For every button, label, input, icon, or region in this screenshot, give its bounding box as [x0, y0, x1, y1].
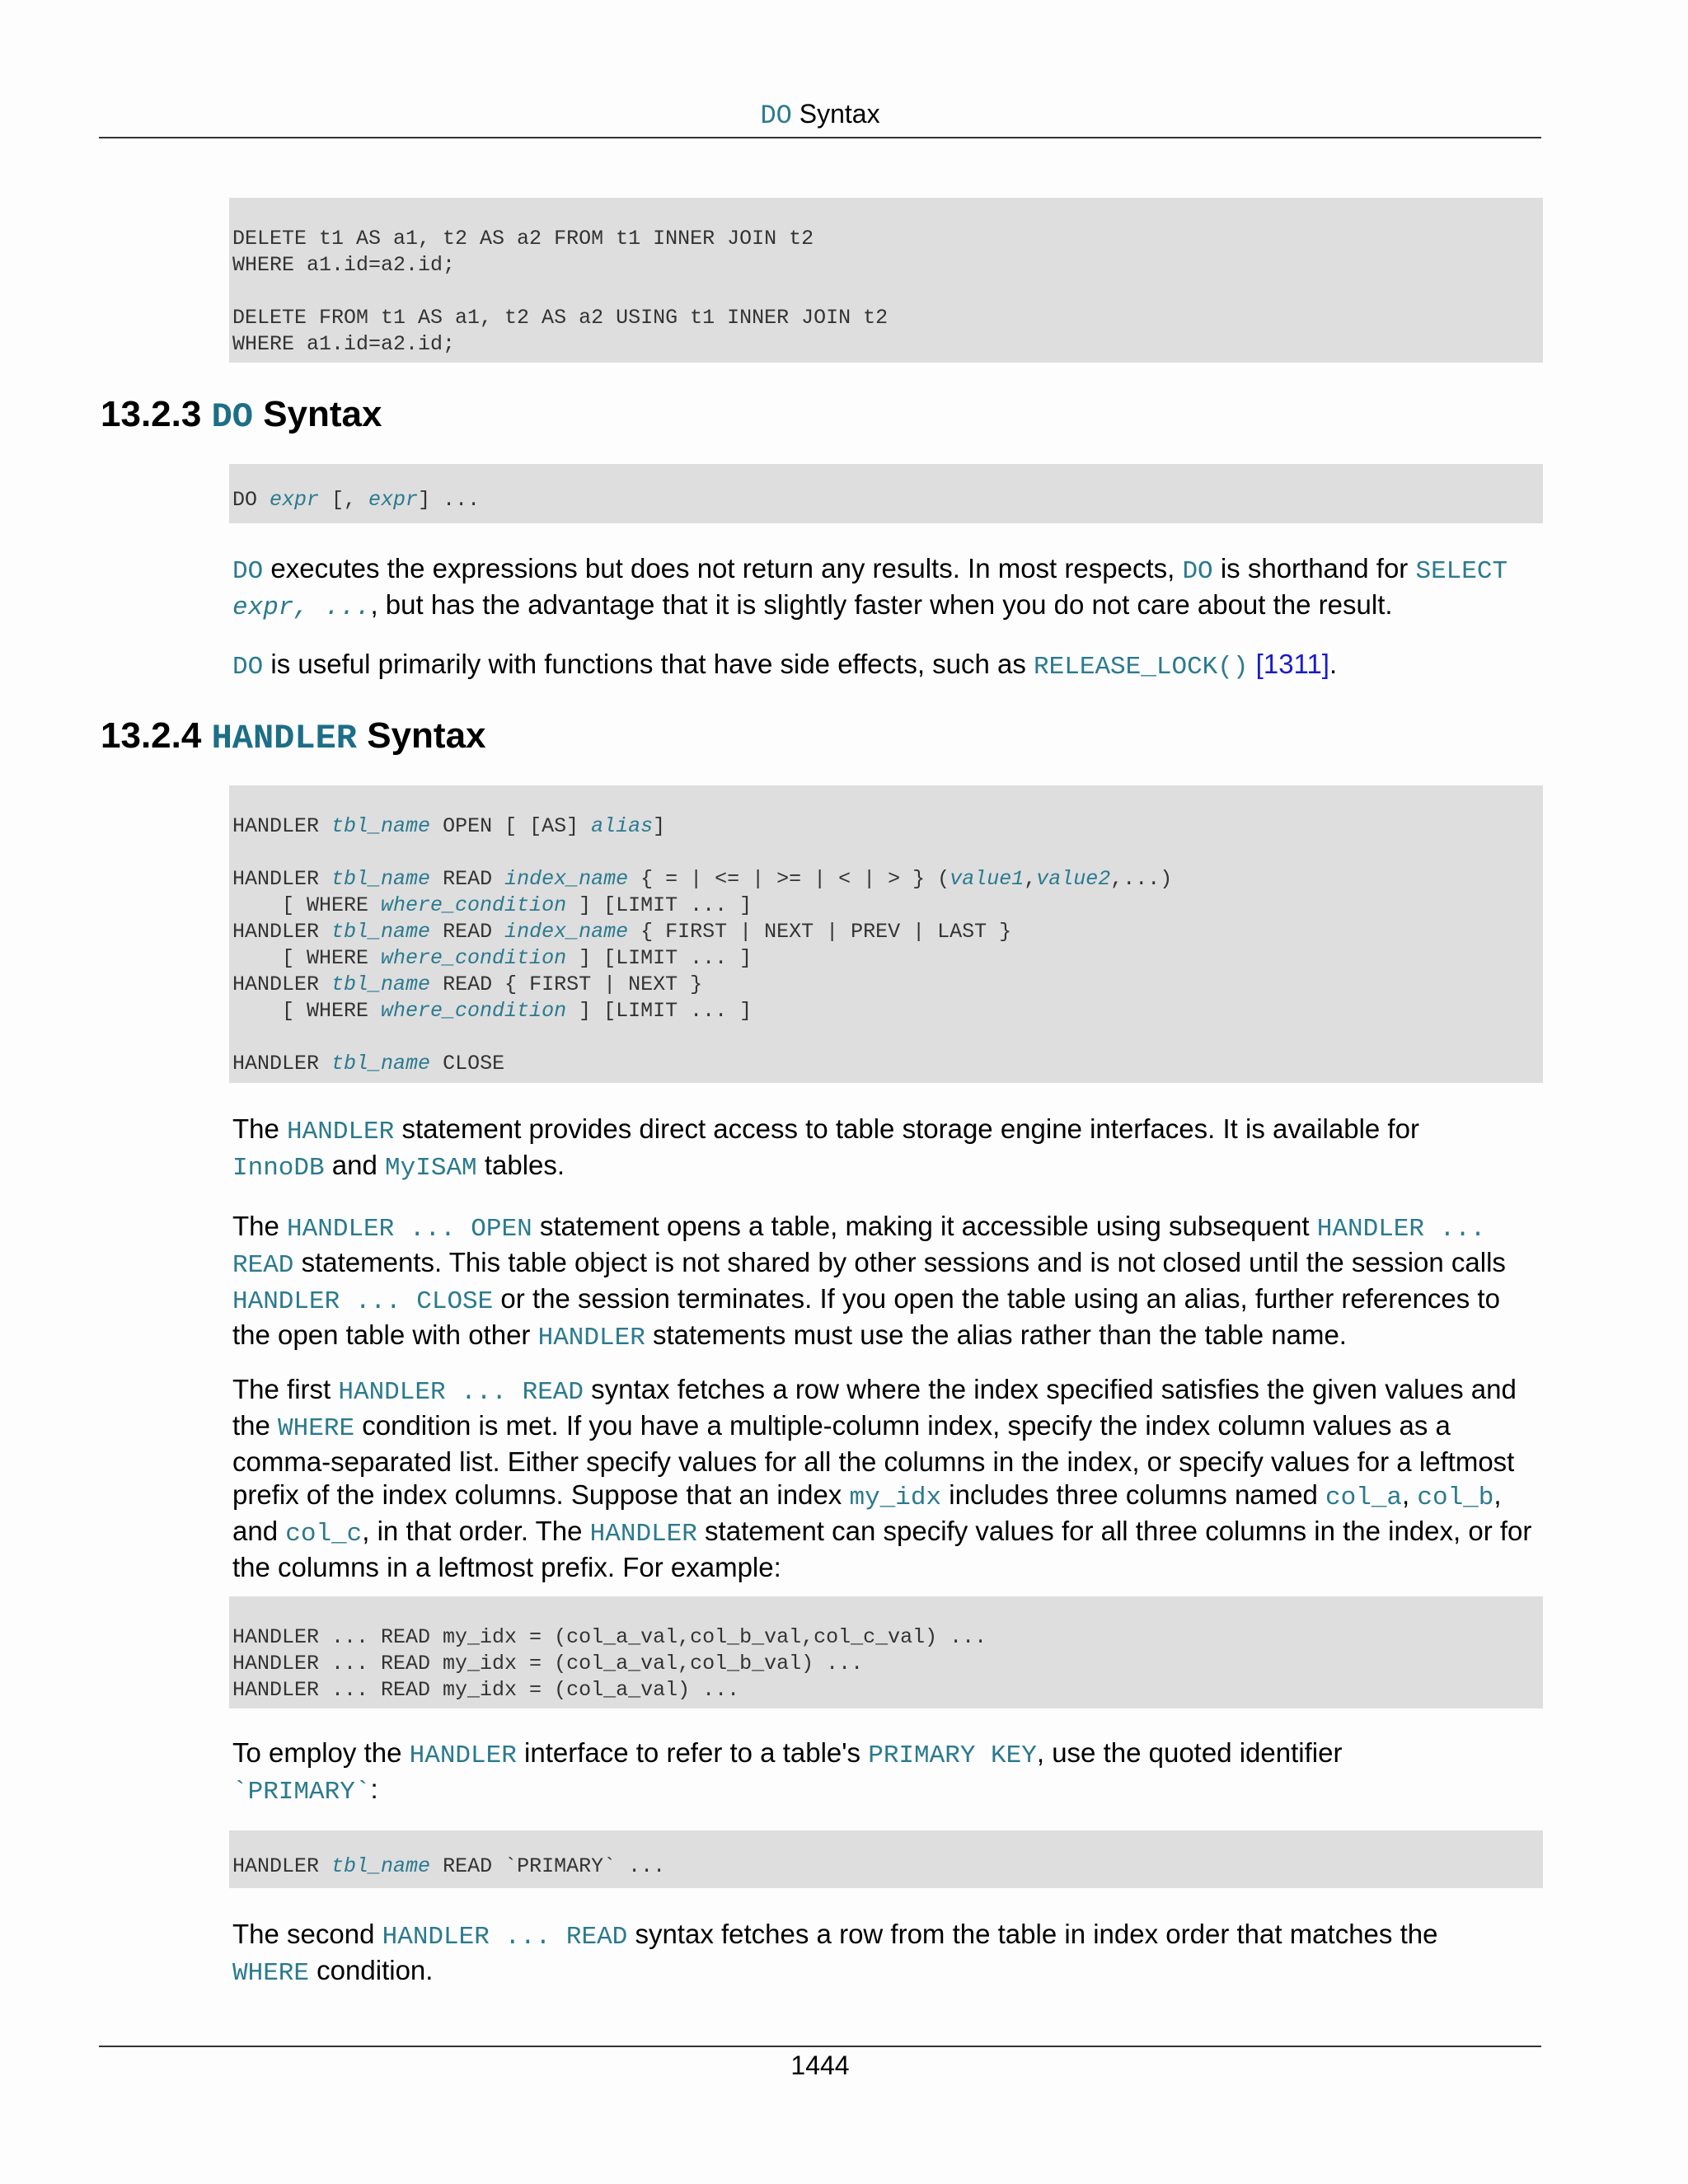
- header-text: Syntax: [791, 99, 880, 129]
- section-code: HANDLER: [211, 719, 357, 758]
- header-rule: [99, 137, 1541, 138]
- page-number: 1444: [790, 2050, 850, 2080]
- paragraph-handler-5: The second HANDLER ... READ syntax fetches a row from the table in index order that matches the WHERE condition.: [232, 1919, 1438, 1988]
- running-header: [99, 97, 1541, 133]
- section-heading-do: [101, 391, 382, 440]
- code-do-syntax: DO expr [, expr] ...: [232, 488, 481, 512]
- paragraph-do-2: DO is useful primarily with functions that have side effects, such as RELEASE_LOCK() [1311].: [232, 649, 1338, 682]
- paragraph-handler-3: The first HANDLER ... READ syntax fetches a row where the index specified satisfies the given values and the WHERE condition is met. If you have a multiple-column index, specify the index column values as a comma-separated list. Either specify values for all the columns in the index, or specify values for a leftmost prefix of the index columns. Suppose that an index my_idx includes three columns named col_a, col_b, and col_c, in that order. The HANDLER statement can specify values for all three columns in the index, or for the columns in a leftmost prefix. For example:: [232, 1374, 1532, 1582]
- section-title: Syntax: [252, 394, 382, 434]
- paragraph-handler-4: To employ the HANDLER interface to refer to a table's PRIMARY KEY, use the quoted identifier `PRIMARY`:: [232, 1737, 1343, 1807]
- section-number: 13.2.4: [101, 715, 212, 756]
- header-code: DO: [760, 101, 792, 131]
- section-number: 13.2.3: [101, 394, 212, 434]
- code-block-read-examples: [229, 1596, 1543, 1708]
- section-code: DO: [211, 397, 253, 437]
- paragraph-do-1: DO executes the expressions but does not return any results. In most respects, DO is shorthand for SELECT expr, ..., but has the advantage that it is slightly faster when you do not care about the result.: [232, 553, 1508, 622]
- section-heading-handler: [101, 713, 486, 762]
- code-block-handler-syntax: [229, 785, 1543, 1083]
- code-block-primary: [229, 1830, 1543, 1888]
- code-block-delete: [229, 198, 1543, 363]
- code-handler-syntax: HANDLER tbl_name OPEN [ [AS] alias] HANDLER tbl_name READ index_name { = | <= | >= | < | > } (value1,value2,...) [ WHERE where_condition ] [LIMIT ... ] HANDLER tbl_name READ index_name { FIRST | NEXT | PREV | LAST } [ WHERE where_condition ] [LIMIT ... ] HANDLER tbl_name READ { FIRST | NEXT } [ WHERE where_condition ] [LIMIT ... ] HANDLER tbl_name CLOSE: [232, 814, 1173, 1076]
- paragraph-handler-2: The HANDLER ... OPEN statement opens a table, making it accessible using subsequent HANDLER ... READ statements. This table object is not shared by other sessions and is not closed until the session calls HANDLER ... CLOSE or the session terminates. If you open the table using an alias, further references to the open table with other HANDLER statements must use the alias rather than the table name.: [232, 1211, 1506, 1352]
- paragraph-handler-1: The HANDLER statement provides direct access to table storage engine interfaces. It is available for InnoDB and MyISAM tables.: [232, 1113, 1419, 1183]
- code-block-do-syntax: [229, 464, 1543, 523]
- code-read-examples: HANDLER ... READ my_idx = (col_a_val,col_b_val,col_c_val) ... HANDLER ... READ my_idx = (col_a_val,col_b_val) ... HANDLER ... READ my_idx = (col_a_val) ...: [232, 1625, 987, 1702]
- code-delete-text: DELETE t1 AS a1, t2 AS a2 FROM t1 INNER JOIN t2 WHERE a1.id=a2.id; DELETE FROM t1 AS a1, t2 AS a2 USING t1 INNER JOIN t2 WHERE a1.id=a2.id;: [232, 227, 889, 356]
- footer-rule: [99, 2046, 1541, 2047]
- code-primary: HANDLER tbl_name READ `PRIMARY` ...: [232, 1854, 666, 1878]
- page-reference-link[interactable]: [1311]: [1255, 649, 1329, 679]
- section-title: Syntax: [357, 715, 486, 756]
